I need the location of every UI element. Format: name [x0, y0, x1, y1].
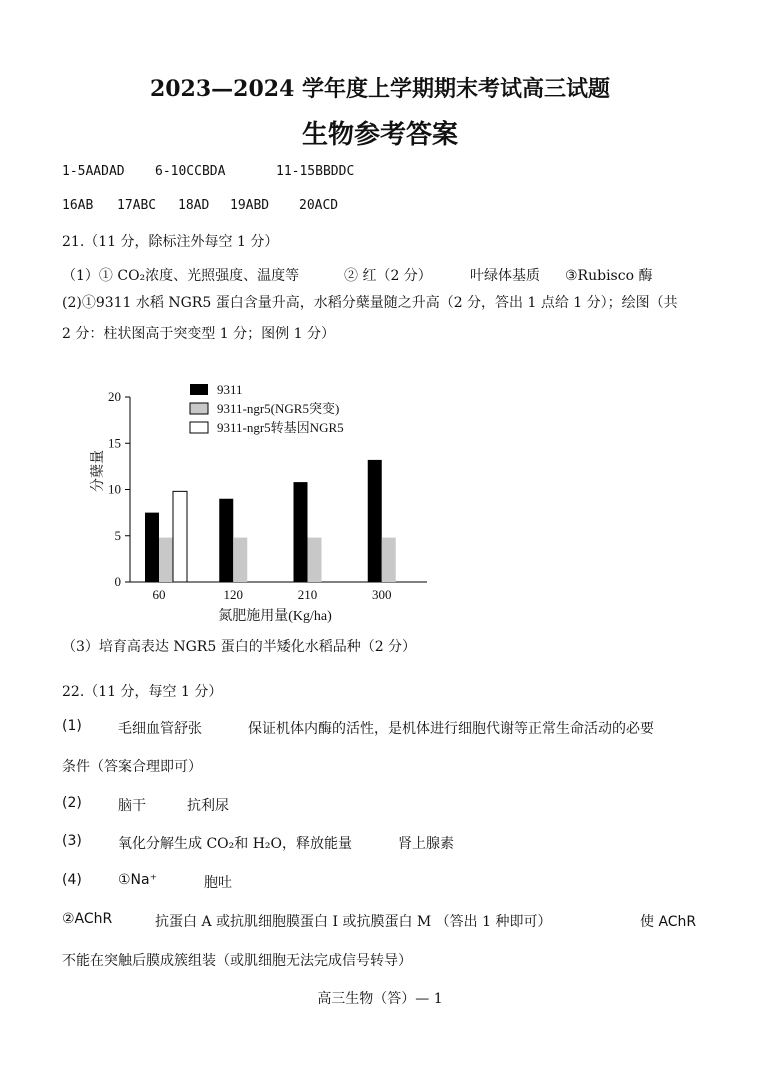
q22-heading: 22.（11 分，每空 1 分）	[62, 684, 223, 700]
mc-answer-11-15: 11-15BBDDC	[276, 164, 355, 179]
page-footer: 高三生物（答）— 1	[317, 991, 443, 1007]
y-tick-label: 20	[108, 389, 121, 404]
mc-answer-6-10: 6-10CCBDA	[155, 164, 226, 179]
q22-item-2-number: (2)	[62, 795, 82, 811]
y-tick-label: 0	[114, 574, 121, 589]
q22-item-4-answer-e: 使 AChR	[640, 914, 697, 930]
q22-item-3-answer-b: 肾上腺素	[398, 836, 454, 852]
legend-swatch-2	[190, 403, 208, 414]
y-tick-label: 5	[114, 527, 121, 543]
legend-swatch-1	[190, 384, 208, 395]
q22-item-2-answer-b: 抗利尿	[187, 798, 229, 814]
legend-label-2: 9311-ngr5(NGR5突变)	[217, 401, 340, 416]
mc-answer-16: 16AB	[62, 198, 94, 213]
q22-item-1-number: (1)	[62, 718, 82, 734]
bar-2-300	[382, 538, 396, 582]
q21-answer-1d: ③Rubisco 酶	[565, 268, 653, 284]
bar-1-300	[368, 460, 382, 582]
x-tick-label: 300	[372, 587, 392, 602]
q21-answer-3: （3）培育高表达 NGR5 蛋白的半矮化水稻品种（2 分）	[62, 639, 417, 655]
bar-2-210	[308, 538, 322, 582]
q21-answer-1a: （1）① CO₂浓度、光照强度、温度等	[62, 268, 300, 284]
q22-item-3-answer-a: 氧化分解生成 CO₂和 H₂O，释放能量	[118, 836, 353, 852]
q22-item-1-answer-c: 条件（答案合理即可）	[62, 759, 202, 775]
q22-item-4-answer-f: 不能在突触后膜成簇组装（或肌细胞无法完成信号转导）	[62, 953, 412, 969]
legend-swatch-3	[190, 422, 208, 433]
legend-label-1: 9311	[217, 382, 243, 397]
q22-item-4-answer-d: 抗蛋白 A 或抗肌细胞膜蛋白 I 或抗膜蛋白 M （答出 1 种即可）	[155, 914, 552, 930]
q22-item-3-number: (3)	[62, 833, 82, 849]
x-axis-label: 氮肥施用量(Kg/ha)	[218, 609, 332, 624]
mc-answer-18: 18AD	[178, 198, 210, 213]
bar-2-120	[233, 538, 247, 582]
tillering-bar-chart	[60, 370, 460, 635]
q21-heading: 21.（11 分，除标注外每空 1 分）	[62, 234, 279, 250]
mc-answer-19: 19ABD	[230, 198, 270, 213]
legend-label-3: 9311-ngr5转基因NGR5	[217, 420, 344, 435]
q22-item-4-number: (4)	[62, 872, 82, 888]
page-title: 2023—2024 学年度上学期期末考试高三试题	[149, 76, 611, 102]
mc-answer-17: 17ABC	[117, 198, 157, 213]
bar-1-210	[294, 482, 308, 582]
x-tick-label: 60	[152, 587, 166, 602]
y-axis-label: 分蘖量	[91, 450, 106, 492]
bar-1-60	[145, 513, 159, 582]
q21-answer-1b: ② 红（2 分）	[344, 268, 432, 284]
mc-answer-20: 20ACD	[299, 198, 339, 213]
x-tick-label: 120	[223, 587, 243, 602]
q22-item-1-answer-b: 保证机体内酶的活性，是机体进行细胞代谢等正常生命活动的必要	[248, 721, 654, 737]
q21-answer-2b: 2 分：柱状图高于突变型 1 分；图例 1 分）	[62, 326, 335, 342]
q21-answer-1c: 叶绿体基质	[470, 268, 540, 284]
bar-2-60	[159, 538, 173, 582]
q22-item-2-answer-a: 脑干	[118, 798, 146, 814]
bar-3-60	[173, 491, 187, 582]
q22-item-1-answer-a: 毛细血管舒张	[118, 721, 202, 737]
q22-item-4-answer-b: 胞吐	[204, 875, 232, 891]
y-tick-label: 10	[108, 481, 121, 497]
q22-item-4-answer-c: ②AChR	[62, 911, 113, 927]
q22-item-4-answer-a: ①Na⁺	[118, 872, 157, 888]
mc-answer-1-5: 1-5AADAD	[62, 164, 125, 179]
y-tick-label: 15	[108, 435, 121, 451]
q21-answer-2a: (2)①9311 水稻 NGR5 蛋白含量升高，水稻分蘖量随之升高（2 分，答出 1 点给 1 分）；绘图（共	[62, 295, 678, 311]
x-tick-label: 210	[297, 587, 318, 602]
page-subtitle: 生物参考答案	[301, 120, 458, 150]
bar-1-120	[219, 499, 233, 582]
